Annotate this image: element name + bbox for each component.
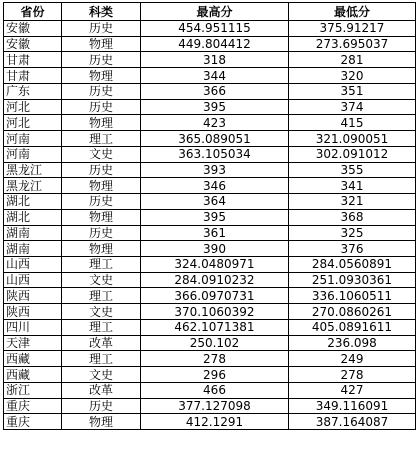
- cell-subject: 理工: [62, 319, 141, 335]
- table-row: [4, 225, 416, 241]
- table-row: [4, 304, 416, 320]
- cell-max-score: 370.1060392: [141, 304, 289, 320]
- cell-max-score: 466: [141, 382, 289, 398]
- cell-province: 浙江: [4, 382, 62, 398]
- cell-province: 河北: [4, 115, 62, 131]
- cell-subject: 物理: [62, 241, 141, 257]
- cell-max-score: 318: [141, 52, 289, 68]
- cell-subject: 历史: [62, 99, 141, 115]
- cell-min-score: 368: [289, 209, 416, 225]
- cell-min-score: 349.116091: [289, 398, 416, 414]
- table-row: [4, 335, 416, 351]
- cell-max-score: 377.127098: [141, 398, 289, 414]
- cell-max-score: 462.1071381: [141, 319, 289, 335]
- cell-province: 山西: [4, 272, 62, 288]
- cell-province: 天津: [4, 335, 62, 351]
- cell-min-score: 374: [289, 99, 416, 115]
- cell-min-score: 351: [289, 83, 416, 99]
- cell-min-score: 387.164087: [289, 414, 416, 430]
- table-row: [4, 83, 416, 99]
- cell-max-score: 423: [141, 115, 289, 131]
- table-row: [4, 241, 416, 257]
- table-row: [4, 115, 416, 131]
- table-row: [4, 99, 416, 115]
- cell-subject: 物理: [62, 115, 141, 131]
- cell-province: 湖南: [4, 225, 62, 241]
- cell-max-score: 390: [141, 241, 289, 257]
- cell-min-score: 249: [289, 351, 416, 367]
- cell-max-score: 344: [141, 68, 289, 84]
- cell-min-score: 341: [289, 178, 416, 194]
- cell-min-score: 336.1060511: [289, 288, 416, 304]
- cell-max-score: 449.804412: [141, 36, 289, 52]
- table-row: [4, 68, 416, 84]
- table-row: [4, 272, 416, 288]
- cell-province: 陕西: [4, 304, 62, 320]
- cell-province: 重庆: [4, 398, 62, 414]
- cell-max-score: 366: [141, 83, 289, 99]
- cell-min-score: 281: [289, 52, 416, 68]
- cell-province: 甘肃: [4, 68, 62, 84]
- cell-min-score: 427: [289, 382, 416, 398]
- header-max-score: 最高分: [141, 3, 289, 21]
- cell-province: 四川: [4, 319, 62, 335]
- cell-min-score: 284.0560891: [289, 257, 416, 273]
- cell-province: 甘肃: [4, 52, 62, 68]
- cell-max-score: 364: [141, 194, 289, 210]
- cell-max-score: 278: [141, 351, 289, 367]
- cell-province: 河南: [4, 146, 62, 162]
- cell-subject: 改革: [62, 335, 141, 351]
- cell-province: 河北: [4, 99, 62, 115]
- cell-province: 湖北: [4, 194, 62, 210]
- cell-province: 重庆: [4, 414, 62, 430]
- cell-province: 河南: [4, 131, 62, 147]
- cell-min-score: 415: [289, 115, 416, 131]
- table-row: [4, 398, 416, 414]
- cell-min-score: 270.0860261: [289, 304, 416, 320]
- cell-max-score: 363.105034: [141, 146, 289, 162]
- cell-max-score: 393: [141, 162, 289, 178]
- table-row: [4, 178, 416, 194]
- header-subject: 科类: [62, 3, 141, 21]
- cell-province: 湖北: [4, 209, 62, 225]
- cell-max-score: 250.102: [141, 335, 289, 351]
- score-table: [3, 2, 416, 430]
- table-row: [4, 382, 416, 398]
- cell-min-score: 405.0891611: [289, 319, 416, 335]
- cell-min-score: 321.090051: [289, 131, 416, 147]
- cell-subject: 物理: [62, 178, 141, 194]
- header-province: 省份: [4, 3, 62, 21]
- cell-subject: 物理: [62, 209, 141, 225]
- table-row: [4, 288, 416, 304]
- cell-province: 山西: [4, 257, 62, 273]
- cell-min-score: 375.91217: [289, 21, 416, 37]
- cell-province: 广东: [4, 83, 62, 99]
- cell-subject: 文史: [62, 367, 141, 383]
- cell-min-score: 278: [289, 367, 416, 383]
- cell-province: 安徽: [4, 21, 62, 37]
- cell-subject: 理工: [62, 288, 141, 304]
- cell-subject: 理工: [62, 351, 141, 367]
- cell-max-score: 395: [141, 209, 289, 225]
- cell-max-score: 395: [141, 99, 289, 115]
- cell-subject: 物理: [62, 68, 141, 84]
- cell-subject: 历史: [62, 52, 141, 68]
- table-row: [4, 21, 416, 37]
- cell-max-score: 412.1291: [141, 414, 289, 430]
- cell-subject: 文史: [62, 304, 141, 320]
- cell-max-score: 324.0480971: [141, 257, 289, 273]
- cell-subject: 物理: [62, 414, 141, 430]
- cell-min-score: 325: [289, 225, 416, 241]
- header-min-score: 最低分: [289, 3, 416, 21]
- cell-subject: 文史: [62, 272, 141, 288]
- cell-min-score: 320: [289, 68, 416, 84]
- cell-subject: 理工: [62, 257, 141, 273]
- table-row: [4, 414, 416, 430]
- table-row: [4, 131, 416, 147]
- table-row: [4, 162, 416, 178]
- cell-min-score: 321: [289, 194, 416, 210]
- cell-max-score: 366.0970731: [141, 288, 289, 304]
- cell-province: 湖南: [4, 241, 62, 257]
- table-row: [4, 146, 416, 162]
- cell-min-score: 273.695037: [289, 36, 416, 52]
- cell-subject: 文史: [62, 146, 141, 162]
- score-sheet: [3, 2, 415, 430]
- table-row: [4, 209, 416, 225]
- table-row: [4, 194, 416, 210]
- table-row: [4, 52, 416, 68]
- table-row: [4, 257, 416, 273]
- cell-province: 陕西: [4, 288, 62, 304]
- cell-subject: 物理: [62, 36, 141, 52]
- cell-max-score: 361: [141, 225, 289, 241]
- cell-max-score: 346: [141, 178, 289, 194]
- cell-province: 西藏: [4, 351, 62, 367]
- cell-subject: 历史: [62, 398, 141, 414]
- cell-max-score: 296: [141, 367, 289, 383]
- cell-max-score: 454.951115: [141, 21, 289, 37]
- cell-min-score: 251.0930361: [289, 272, 416, 288]
- cell-subject: 改革: [62, 382, 141, 398]
- cell-min-score: 236.098: [289, 335, 416, 351]
- cell-min-score: 355: [289, 162, 416, 178]
- cell-province: 黑龙江: [4, 178, 62, 194]
- cell-subject: 历史: [62, 162, 141, 178]
- header-row: [4, 3, 416, 21]
- cell-province: 黑龙江: [4, 162, 62, 178]
- cell-subject: 历史: [62, 83, 141, 99]
- cell-min-score: 302.091012: [289, 146, 416, 162]
- table-row: [4, 36, 416, 52]
- cell-min-score: 376: [289, 241, 416, 257]
- cell-max-score: 284.0910232: [141, 272, 289, 288]
- table-row: [4, 367, 416, 383]
- table-row: [4, 319, 416, 335]
- cell-max-score: 365.089051: [141, 131, 289, 147]
- cell-subject: 历史: [62, 21, 141, 37]
- cell-subject: 理工: [62, 131, 141, 147]
- cell-province: 安徽: [4, 36, 62, 52]
- cell-subject: 历史: [62, 194, 141, 210]
- cell-province: 西藏: [4, 367, 62, 383]
- table-row: [4, 351, 416, 367]
- cell-subject: 历史: [62, 225, 141, 241]
